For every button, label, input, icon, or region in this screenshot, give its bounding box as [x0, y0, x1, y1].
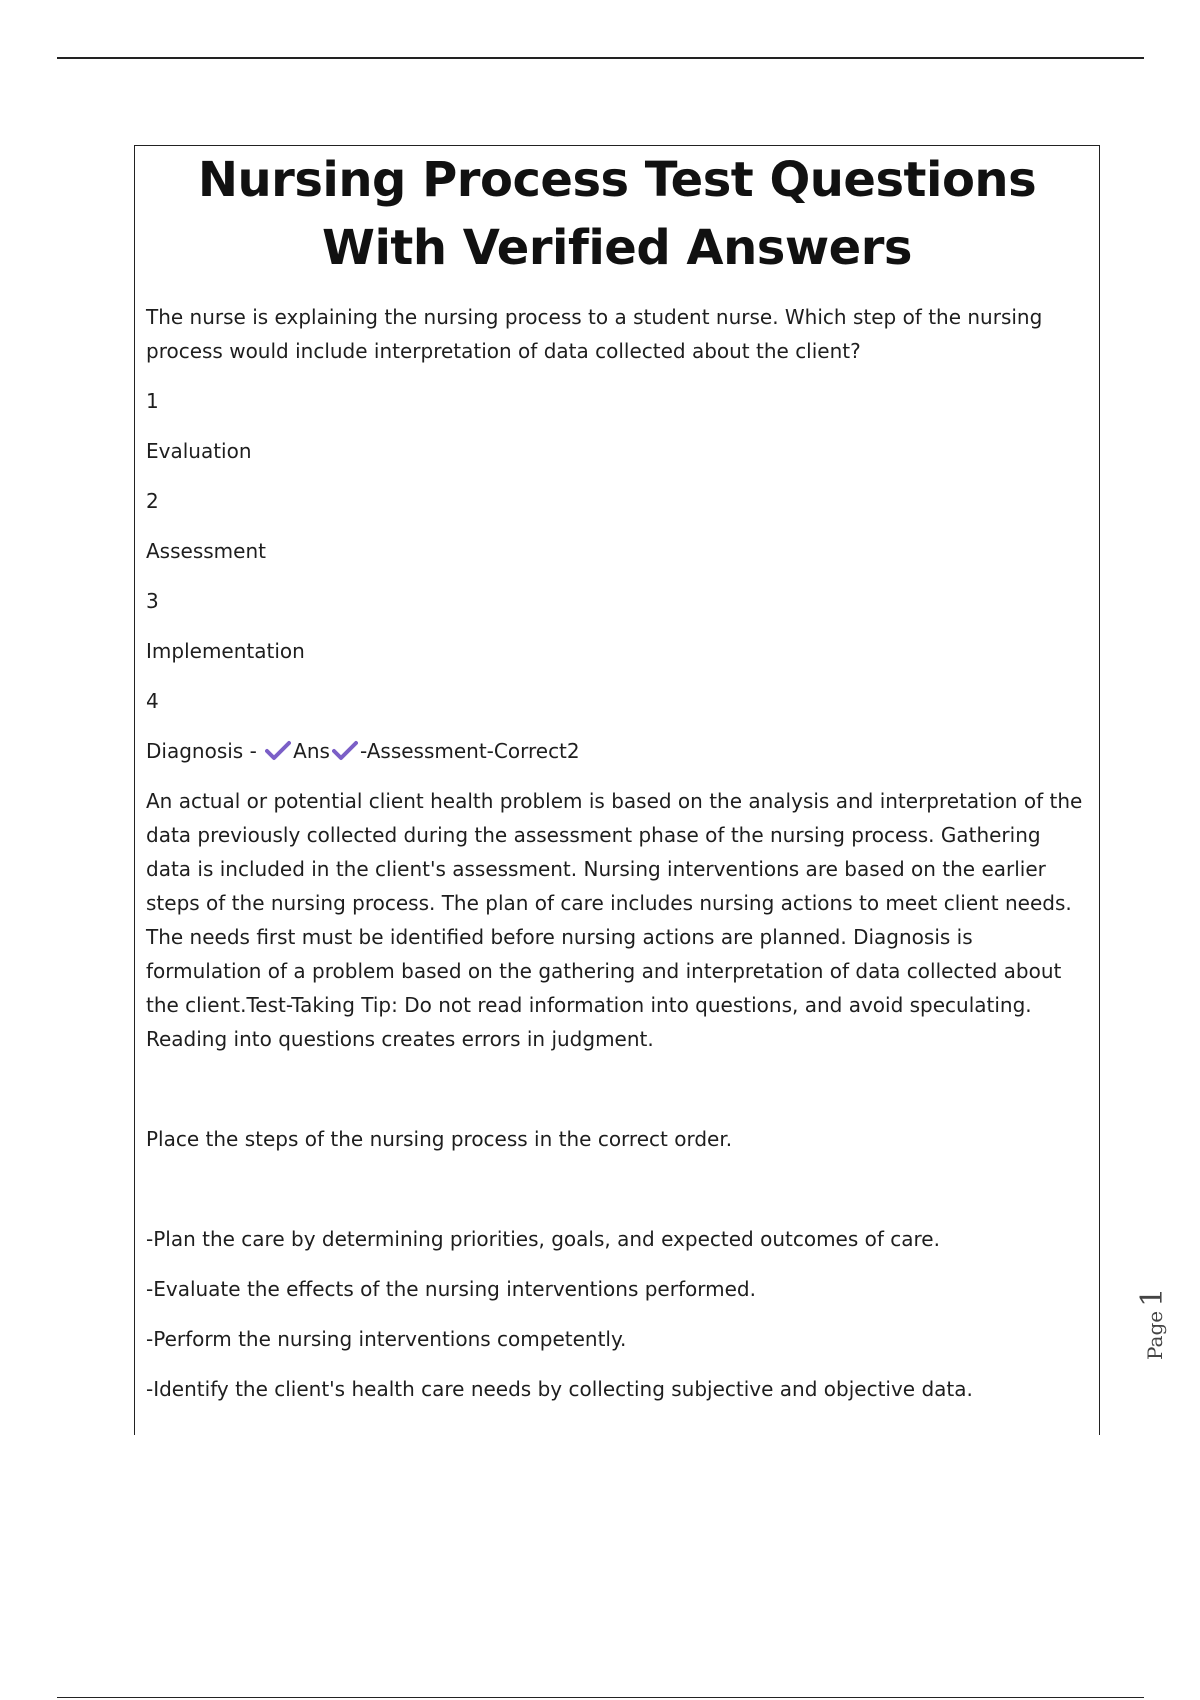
footer-rule [57, 1697, 1144, 1698]
option-text: Diagnosis - [146, 739, 257, 763]
option-text: Implementation [146, 639, 305, 663]
option-number: 4 [146, 689, 159, 713]
process-step: -Identify the client's health care needs by collecting subjective and objective data. [146, 1377, 973, 1401]
process-step: -Plan the care by determining priorities, goals, and expected outcomes of care. [146, 1227, 940, 1251]
option-number: 1 [146, 389, 159, 413]
option-number: 2 [146, 489, 159, 513]
document-title: Nursing Process Test Questions With Verified Answers [197, 152, 1037, 276]
question-1-rationale: An actual or potential client health problem is based on the analysis and interpretation of the data previously collected during the assessment phase of the nursing process. Gathering data is included in the client's assessment. Nursing interventions are based on the earlier steps of the nursing process. The plan of care includes nursing actions to meet client needs. The needs first must be identified before nursing actions are planned. Diagnosis is formulation of a problem based on the gathering and interpretation of data collected about the client.Test-Taking Tip: Do not read information into questions, and avoid speculating. Reading into questions creates errors in judgment. [146, 789, 1083, 1051]
option-number: 3 [146, 589, 159, 613]
option-text: Evaluation [146, 439, 252, 463]
document-body [146, 300, 1086, 1422]
page-label: Page [1143, 1310, 1167, 1360]
answer-label: Ans [293, 739, 330, 763]
header-rule [57, 57, 1144, 59]
process-step: -Perform the nursing interventions competently. [146, 1327, 627, 1351]
answer-line [146, 734, 1086, 768]
checkmark-icon [332, 740, 358, 762]
answer-text: -Assessment-Correct2 [359, 739, 580, 763]
option-text: Assessment [146, 539, 266, 563]
process-step: -Evaluate the effects of the nursing interventions performed. [146, 1277, 756, 1301]
page-number-value: 1 [1135, 1287, 1170, 1307]
checkmark-icon [265, 740, 291, 762]
page-number [1135, 1288, 1170, 1360]
question-2-prompt: Place the steps of the nursing process in the correct order. [146, 1127, 733, 1151]
question-1-prompt: The nurse is explaining the nursing process to a student nurse. Which step of the nursing process would include interpretation of data collected about the client? [146, 305, 1043, 363]
